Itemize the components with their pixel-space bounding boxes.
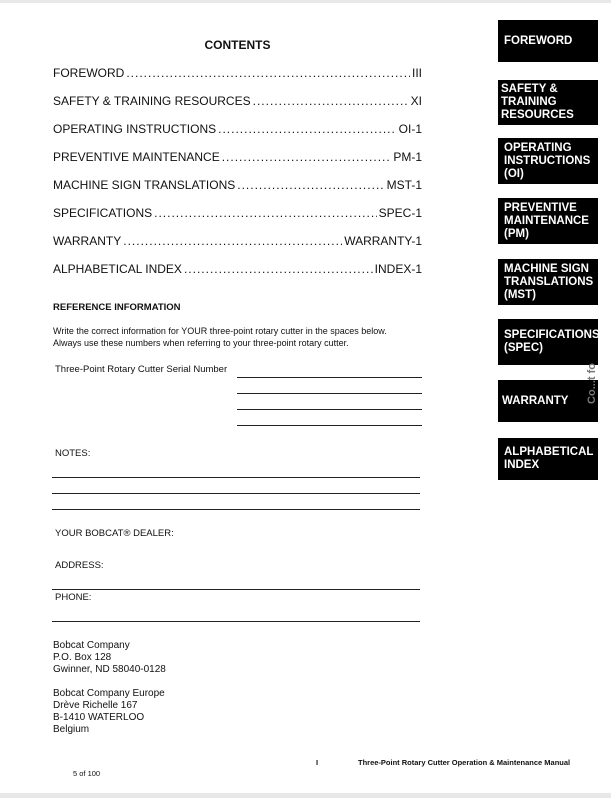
instructions-line: Write the correct information for YOUR three-point rotary cutter in the spaces below. bbox=[53, 326, 387, 336]
toc-entry-index[interactable] bbox=[53, 262, 422, 276]
tab-operating-instructions[interactable]: OPERATING INSTRUCTIONS (OI) bbox=[498, 138, 598, 184]
page-number-roman: I bbox=[316, 758, 319, 767]
toc-entry-specifications[interactable] bbox=[53, 206, 422, 220]
toc-label: SPECIFICATIONS bbox=[53, 206, 153, 220]
toc-page: INDEX-1 bbox=[374, 262, 422, 276]
bobcat-europe-address bbox=[53, 688, 165, 736]
toc-leader bbox=[154, 206, 377, 220]
contents-title: CONTENTS bbox=[204, 38, 271, 52]
page-count: 5 of 100 bbox=[73, 769, 101, 778]
address-line-text: Drève Richelle 167 bbox=[53, 700, 138, 711]
toc-leader bbox=[237, 178, 384, 192]
address-line[interactable] bbox=[52, 589, 420, 590]
tab-foreword[interactable]: FOREWORD bbox=[498, 20, 598, 62]
serial-number-line[interactable] bbox=[237, 409, 422, 410]
notes-line[interactable] bbox=[52, 477, 420, 478]
toc-leader bbox=[184, 262, 373, 276]
serial-number-label: Three-Point Rotary Cutter Serial Number bbox=[55, 364, 228, 375]
toc-page: WARRANTY-1 bbox=[344, 234, 422, 248]
toc-entry-warranty[interactable] bbox=[53, 234, 422, 248]
toc-leader bbox=[126, 66, 410, 80]
toc-label: OPERATING INSTRUCTIONS bbox=[53, 122, 217, 136]
address-line-text: Bobcat Company Europe bbox=[53, 688, 165, 699]
toc-leader bbox=[222, 150, 392, 164]
tab-machine-sign-translations[interactable]: MACHINE SIGN TRANSLATIONS (MST) bbox=[498, 259, 598, 305]
toc-label: WARRANTY bbox=[53, 234, 122, 248]
serial-number-line[interactable] bbox=[237, 425, 422, 426]
toc-entry-foreword[interactable] bbox=[53, 66, 422, 80]
toc-leader bbox=[253, 94, 409, 108]
toc-label: MACHINE SIGN TRANSLATIONS bbox=[53, 178, 236, 192]
toc-label: PREVENTIVE MAINTENANCE bbox=[53, 150, 220, 164]
toc-entry-operating[interactable] bbox=[53, 122, 422, 136]
watermark-text: Co...t fo bbox=[586, 363, 598, 404]
tab-preventive-maintenance[interactable]: PREVENTIVE MAINTENANCE (PM) bbox=[498, 198, 598, 244]
toc-entry-sign-translations[interactable] bbox=[53, 178, 422, 192]
toc-label: ALPHABETICAL INDEX bbox=[53, 262, 182, 276]
tab-specifications[interactable]: SPECIFICATIONS (SPEC) bbox=[498, 319, 598, 365]
toc-page: SPEC-1 bbox=[378, 206, 422, 220]
serial-number-line[interactable] bbox=[237, 393, 422, 394]
address-line-text: Gwinner, ND 58040-0128 bbox=[53, 664, 166, 675]
toc-page: XI bbox=[410, 94, 422, 108]
notes-line[interactable] bbox=[52, 509, 420, 510]
phone-label: PHONE: bbox=[55, 592, 92, 603]
toc-entry-maintenance[interactable] bbox=[53, 150, 422, 164]
instructions-line: Always use these numbers when referring to your three-point rotary cutter. bbox=[53, 338, 349, 348]
address-line-text: Belgium bbox=[53, 724, 90, 735]
reference-heading: REFERENCE INFORMATION bbox=[53, 302, 181, 313]
toc-leader bbox=[123, 234, 342, 248]
bobcat-us-address bbox=[53, 640, 166, 676]
tab-warranty[interactable]: WARRANTY bbox=[498, 380, 598, 422]
manual-title: Three-Point Rotary Cutter Operation & Maintenance Manual bbox=[358, 758, 571, 767]
toc-page: III bbox=[411, 66, 422, 80]
toc-page: PM-1 bbox=[393, 150, 422, 164]
phone-line[interactable] bbox=[52, 621, 420, 622]
toc-label: FOREWORD bbox=[53, 66, 125, 80]
address-line-text: Bobcat Company bbox=[53, 640, 130, 651]
toc-label: SAFETY & TRAINING RESOURCES bbox=[53, 94, 251, 108]
notes-line[interactable] bbox=[52, 493, 420, 494]
address-label: ADDRESS: bbox=[55, 560, 104, 571]
toc-entry-safety[interactable] bbox=[53, 94, 422, 108]
tab-safety[interactable]: SAFETY & TRAINING RESOURCES bbox=[498, 80, 598, 125]
toc-leader bbox=[218, 122, 397, 136]
toc-page: OI-1 bbox=[398, 122, 422, 136]
tab-alphabetical-index[interactable]: ALPHABETICAL INDEX bbox=[498, 438, 598, 480]
address-line-text: B-1410 WATERLOO bbox=[53, 712, 145, 723]
address-line-text: P.O. Box 128 bbox=[53, 652, 112, 663]
manual-page bbox=[0, 3, 611, 793]
serial-number-line[interactable] bbox=[237, 377, 422, 378]
dealer-label: YOUR BOBCAT® DEALER: bbox=[55, 528, 174, 539]
notes-label: NOTES: bbox=[55, 448, 91, 459]
toc-page: MST-1 bbox=[386, 178, 422, 192]
reference-instructions bbox=[53, 325, 425, 349]
